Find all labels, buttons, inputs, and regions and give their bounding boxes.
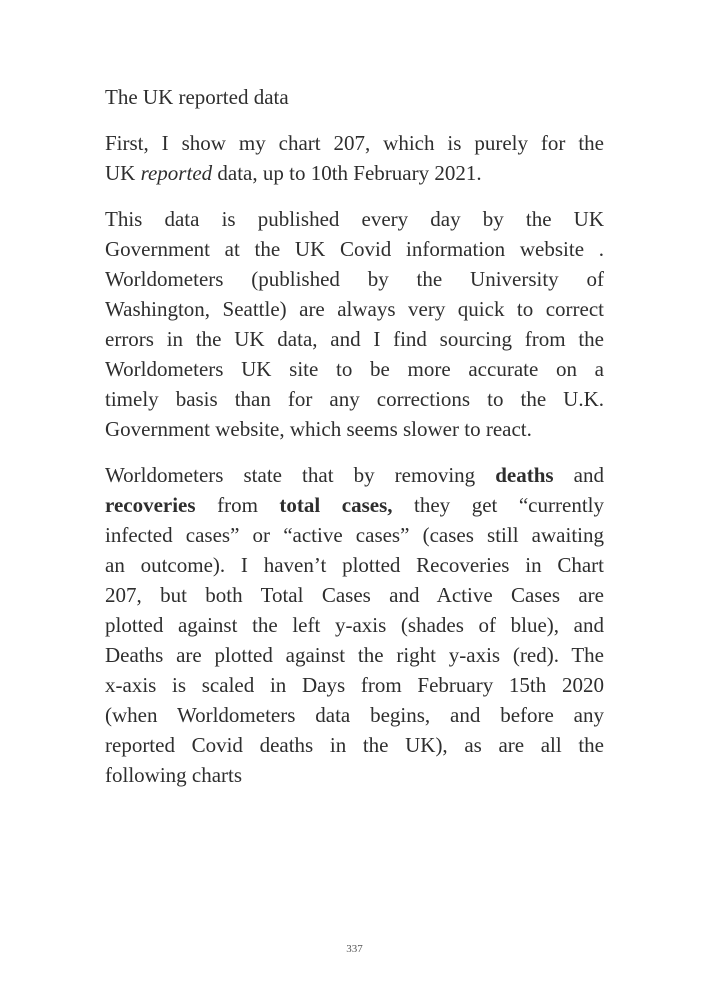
text-line: reported Covid deaths in the UK), as are all the	[105, 733, 604, 757]
text-line	[105, 490, 604, 520]
bold-text: recoveries	[105, 493, 196, 517]
text-line: Washington, Seattle) are always very quick to correct	[105, 297, 604, 321]
text-line: timely basis than for any corrections to the U.K.	[105, 387, 604, 411]
bold-text: total cases,	[279, 493, 393, 517]
text-line: Worldometers UK site to be more accurate on a	[105, 357, 604, 381]
text-line: Worldometers (published by the University of	[105, 267, 604, 291]
paragraph-data-source	[105, 204, 604, 444]
text: data, up to 10th February 2021.	[212, 161, 482, 185]
text: they get “currently	[392, 493, 604, 517]
page-body	[105, 82, 604, 806]
text-line: Deaths are plotted against the right y-axis (red). The	[105, 643, 604, 667]
text-line: errors in the UK data, and I find sourcing from the	[105, 327, 604, 351]
text-line	[105, 128, 604, 158]
text-line: plotted against the left y-axis (shades of blue), and	[105, 613, 604, 637]
text-line: Government website, which seems slower to react.	[105, 417, 532, 441]
bold-text: deaths	[495, 463, 554, 487]
italic-text: reported	[140, 161, 213, 185]
paragraph-active-cases	[105, 460, 604, 790]
text-line	[105, 158, 604, 188]
text-line: This data is published every day by the UK	[105, 207, 604, 231]
page-number: 337	[346, 943, 363, 955]
text-line: an outcome). I haven’t plotted Recoveries in Chart	[105, 553, 604, 577]
text-line: x-axis is scaled in Days from February 15th 2020	[105, 673, 604, 697]
text: UK	[105, 161, 141, 185]
text-line: infected cases” or “active cases” (cases still awaiting	[105, 523, 604, 547]
text: from	[195, 493, 280, 517]
paragraph-chart-intro	[105, 128, 604, 188]
text-line: following charts	[105, 763, 243, 787]
text: First, I show my chart 207, which is purely for the	[105, 131, 604, 155]
text-line: (when Worldometers data begins, and before any	[105, 703, 604, 727]
text-line: Government at the UK Covid information website .	[105, 237, 604, 261]
text-line: 207, but both Total Cases and Active Cases are	[105, 583, 604, 607]
text: Worldometers state that by removing	[105, 463, 496, 487]
text: and	[553, 463, 604, 487]
text-line	[105, 460, 604, 490]
section-heading: The UK reported data	[105, 85, 289, 109]
